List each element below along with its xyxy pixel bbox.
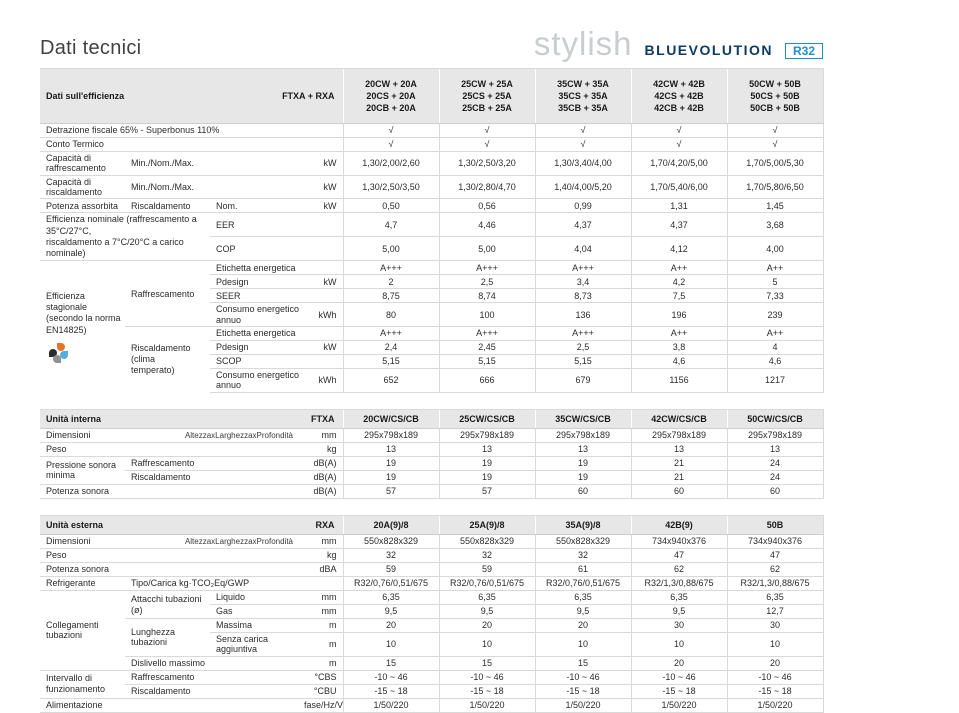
table-row (40, 698, 823, 712)
value-cell: √ (535, 124, 631, 138)
brand-logo (534, 27, 823, 60)
value-cell: 4,37 (631, 213, 727, 237)
unit-label: dBA (303, 563, 343, 577)
value-cell: 1,31 (631, 199, 727, 213)
value-cell: A+++ (535, 327, 631, 341)
value-cell: 13 (343, 442, 439, 456)
value-cell: 1156 (631, 369, 727, 393)
unit-label: kW (303, 341, 343, 355)
section-title: Unità esterna (46, 519, 104, 530)
value-cell: 62 (727, 563, 823, 577)
row-label: Senza carica aggiuntiva (210, 633, 303, 657)
model-column-header: 20CW + 20A 20CS + 20A 20CB + 20A (343, 69, 439, 124)
unit-label: mm (303, 591, 343, 605)
model-column-header: 50B (727, 515, 823, 534)
value-cell: 2,5 (535, 341, 631, 355)
unit-label: dB(A) (303, 484, 343, 498)
value-cell: 4,04 (535, 237, 631, 261)
unit-label: mm (303, 535, 343, 549)
value-cell: 47 (631, 549, 727, 563)
value-cell: 1,30/2,00/2,60 (343, 152, 439, 176)
value-cell: 59 (439, 563, 535, 577)
value-cell: 9,5 (439, 605, 535, 619)
row-label: Min./Nom./Max. (125, 175, 303, 199)
value-cell: 20 (343, 619, 439, 633)
row-label: COP (210, 237, 343, 261)
table-header-row (40, 69, 823, 124)
table-row (40, 563, 823, 577)
product-logo-text: stylish (533, 25, 633, 62)
table-row (40, 261, 823, 275)
value-cell: 0,50 (343, 199, 439, 213)
row-label: Dimensioni (40, 428, 125, 442)
value-cell: -15 ~ 18 (439, 684, 535, 698)
row-label: EER (210, 213, 343, 237)
value-cell: 30 (727, 619, 823, 633)
table-row (40, 577, 823, 591)
model-column-header: 25CW + 25A 25CS + 25A 25CB + 25A (439, 69, 535, 124)
value-cell: 20 (727, 656, 823, 670)
value-cell: 1,45 (727, 199, 823, 213)
value-cell: A++ (727, 327, 823, 341)
seasonal-efficiency-flower-icon (48, 343, 68, 363)
row-label: Riscaldamento (125, 199, 210, 213)
row-label: Riscaldamento (clima temperato) (125, 327, 210, 393)
value-cell: 6,35 (439, 591, 535, 605)
value-cell: √ (631, 124, 727, 138)
table-row (40, 470, 823, 484)
row-label: Potenza assorbita (40, 199, 125, 213)
unit-label: m (303, 619, 343, 633)
value-cell: 1,70/5,00/5,30 (727, 152, 823, 176)
unit-label: mm (303, 428, 343, 442)
row-label: Pdesign (210, 341, 303, 355)
unit-label: dB(A) (303, 456, 343, 470)
table-row (40, 456, 823, 470)
value-cell: 1,70/5,80/6,50 (727, 175, 823, 199)
unit-label: kWh (303, 369, 343, 393)
value-cell: 4 (727, 341, 823, 355)
unit-label: kg (303, 549, 343, 563)
bluevolution-logo-text: BLUEVOLUTION (644, 42, 773, 58)
row-label: Dimensioni (40, 535, 125, 549)
value-cell: 4,00 (727, 237, 823, 261)
value-cell: 24 (727, 470, 823, 484)
value-cell: 666 (439, 369, 535, 393)
value-cell: 1,40/4,00/5,20 (535, 175, 631, 199)
row-label: SEER (210, 289, 343, 303)
outdoor-unit-table (40, 515, 824, 713)
model-column-header: 20CW/CS/CB (343, 409, 439, 428)
value-cell: 5,15 (439, 355, 535, 369)
unit-label: kW (303, 152, 343, 176)
value-cell: 8,75 (343, 289, 439, 303)
value-cell: 21 (631, 470, 727, 484)
model-column-header: 25CW/CS/CB (439, 409, 535, 428)
series-label: FTXA (311, 413, 335, 424)
value-cell: 7,5 (631, 289, 727, 303)
table-row (40, 175, 823, 199)
value-cell: 5 (727, 275, 823, 289)
row-label: Lunghezza tubazioni (125, 619, 210, 657)
value-cell: 2 (343, 275, 439, 289)
model-column-header: 35A(9)/8 (535, 515, 631, 534)
table-row (40, 327, 823, 341)
value-cell: 679 (535, 369, 631, 393)
value-cell: 20 (631, 656, 727, 670)
value-cell: 6,35 (631, 591, 727, 605)
value-cell: A+++ (343, 261, 439, 275)
value-cell: -10 ~ 46 (535, 670, 631, 684)
value-cell: 1/50/220 (343, 698, 439, 712)
value-cell: 32 (439, 549, 535, 563)
row-label: Efficienza nominale (raffrescamento a 35°C/27°C, riscaldamento a 7°C/20°C a carico nominale) (40, 213, 210, 261)
value-cell: 2,4 (343, 341, 439, 355)
value-cell: 13 (439, 442, 535, 456)
value-cell: 9,5 (631, 605, 727, 619)
unit-label: kg (303, 442, 343, 456)
row-label: Tipo/Carica kg·TCO₂Eq/GWP (125, 577, 343, 591)
value-cell: 60 (727, 484, 823, 498)
row-label: Capacità di riscaldamento (40, 175, 125, 199)
value-cell: 295x798x189 (535, 428, 631, 442)
model-column-header: 42CW/CS/CB (631, 409, 727, 428)
row-label: Peso (40, 442, 303, 456)
value-cell: √ (631, 138, 727, 152)
series-label: RXA (315, 519, 335, 530)
unit-label: kW (303, 175, 343, 199)
section-header (40, 69, 343, 124)
value-cell: 295x798x189 (631, 428, 727, 442)
value-cell: 550x828x329 (343, 535, 439, 549)
value-cell: A++ (631, 261, 727, 275)
value-cell: 196 (631, 303, 727, 327)
value-cell: R32/0,76/0,51/675 (343, 577, 439, 591)
value-cell: √ (727, 138, 823, 152)
table-row (40, 656, 823, 670)
value-cell: 19 (439, 456, 535, 470)
value-cell: 295x798x189 (343, 428, 439, 442)
value-cell: 60 (535, 484, 631, 498)
value-cell: 295x798x189 (439, 428, 535, 442)
value-cell: 4,7 (343, 213, 439, 237)
row-label: Refrigerante (40, 577, 125, 591)
section-title: Dati sull'efficienza (46, 90, 125, 101)
row-label: Pdesign (210, 275, 303, 289)
row-label: Riscaldamento (125, 684, 303, 698)
value-cell: 1,30/2,50/3,50 (343, 175, 439, 199)
row-label: Etichetta energetica (210, 261, 343, 275)
table-row (40, 152, 823, 176)
unit-label: fase/Hz/V (303, 698, 343, 712)
value-cell: 9,5 (343, 605, 439, 619)
value-cell: 3,8 (631, 341, 727, 355)
value-cell: 24 (727, 456, 823, 470)
value-cell: 20 (439, 619, 535, 633)
value-cell: A+++ (439, 261, 535, 275)
value-cell: -10 ~ 46 (343, 670, 439, 684)
value-cell: 57 (439, 484, 535, 498)
table-row (40, 670, 823, 684)
value-cell: 295x798x189 (727, 428, 823, 442)
value-cell: 1/50/220 (535, 698, 631, 712)
value-cell: A++ (631, 327, 727, 341)
unit-label: kWh (303, 303, 343, 327)
value-cell: -15 ~ 18 (343, 684, 439, 698)
table-row (40, 442, 823, 456)
value-cell: 19 (343, 456, 439, 470)
model-column-header: 42B(9) (631, 515, 727, 534)
value-cell: 30 (631, 619, 727, 633)
row-label: Liquido (210, 591, 303, 605)
row-label: Raffrescamento (125, 456, 303, 470)
row-label: Peso (40, 549, 303, 563)
row-label: Potenza sonora (40, 563, 303, 577)
value-cell: A+++ (343, 327, 439, 341)
value-cell: 550x828x329 (535, 535, 631, 549)
row-label: SCOP (210, 355, 343, 369)
value-cell: 4,37 (535, 213, 631, 237)
value-cell: √ (439, 138, 535, 152)
value-cell: 8,74 (439, 289, 535, 303)
model-column-header: 35CW/CS/CB (535, 409, 631, 428)
row-label: Intervallo di funzionamento (40, 670, 125, 698)
table-row (40, 591, 823, 605)
value-cell: 19 (535, 470, 631, 484)
table-row (40, 619, 823, 633)
value-cell: 100 (439, 303, 535, 327)
value-cell: 13 (727, 442, 823, 456)
value-cell: 10 (439, 633, 535, 657)
page-title: Dati tecnici (40, 37, 142, 59)
unit-label: °CBU (303, 684, 343, 698)
value-cell: 2,45 (439, 341, 535, 355)
unit-label: dB(A) (303, 470, 343, 484)
unit-label: mm (303, 605, 343, 619)
value-cell: 7,33 (727, 289, 823, 303)
row-label: Massima (210, 619, 303, 633)
row-label: Consumo energetico annuo (210, 369, 303, 393)
value-cell: 5,00 (439, 237, 535, 261)
unit-label: °CBS (303, 670, 343, 684)
value-cell: 9,5 (535, 605, 631, 619)
value-cell: -15 ~ 18 (535, 684, 631, 698)
model-column-header: 50CW/CS/CB (727, 409, 823, 428)
unit-label: kW (303, 199, 343, 213)
row-label: Detrazione fiscale 65% - Superbonus 110% (40, 124, 343, 138)
value-cell: 60 (631, 484, 727, 498)
value-cell: 10 (535, 633, 631, 657)
model-column-header: 50CW + 50B 50CS + 50B 50CB + 50B (727, 69, 823, 124)
value-cell: -15 ~ 18 (727, 684, 823, 698)
value-cell: 6,35 (727, 591, 823, 605)
value-cell: √ (343, 138, 439, 152)
table-header-row (40, 409, 823, 428)
row-label: Potenza sonora (40, 484, 303, 498)
section-title: Unità interna (46, 413, 102, 424)
value-cell: 15 (535, 656, 631, 670)
row-label: Nom. (210, 199, 303, 213)
value-cell: 80 (343, 303, 439, 327)
section-header (40, 409, 343, 428)
value-cell: √ (535, 138, 631, 152)
unit-label: m (303, 633, 343, 657)
value-cell: A+++ (439, 327, 535, 341)
value-cell: 19 (535, 456, 631, 470)
value-cell: 5,15 (343, 355, 439, 369)
value-cell: R32/0,76/0,51/675 (439, 577, 535, 591)
value-cell: 2,5 (439, 275, 535, 289)
value-cell: 1/50/220 (439, 698, 535, 712)
table-row (40, 199, 823, 213)
value-cell: R32/1,3/0,88/675 (727, 577, 823, 591)
value-cell: 5,00 (343, 237, 439, 261)
table-row (40, 484, 823, 498)
value-cell: A+++ (535, 261, 631, 275)
row-label: Consumo energetico annuo (210, 303, 303, 327)
value-cell: 10 (343, 633, 439, 657)
table-row (40, 428, 823, 442)
table-row (40, 549, 823, 563)
value-cell: √ (727, 124, 823, 138)
value-cell: 15 (439, 656, 535, 670)
unit-label: m (303, 656, 343, 670)
value-cell: -15 ~ 18 (631, 684, 727, 698)
value-cell: 13 (631, 442, 727, 456)
value-cell: 47 (727, 549, 823, 563)
value-cell: 1,70/4,20/5,00 (631, 152, 727, 176)
dimension-label: AltezzaxLarghezzaxProfondità (125, 428, 303, 442)
value-cell: 19 (343, 470, 439, 484)
series-label: FTXA + RXA (282, 90, 335, 101)
value-cell: 1217 (727, 369, 823, 393)
value-cell: 0,56 (439, 199, 535, 213)
row-label: Etichetta energetica (210, 327, 343, 341)
value-cell: 4,2 (631, 275, 727, 289)
value-cell: 6,35 (343, 591, 439, 605)
row-label: Min./Nom./Max. (125, 152, 303, 176)
table-row (40, 213, 823, 237)
row-label: Raffrescamento (125, 261, 210, 327)
value-cell: 6,35 (535, 591, 631, 605)
value-cell: 32 (343, 549, 439, 563)
table-header-row (40, 515, 823, 534)
value-cell: 1,30/2,50/3,20 (439, 152, 535, 176)
model-column-header: 25A(9)/8 (439, 515, 535, 534)
section-header (40, 515, 343, 534)
row-label: Collegamenti tubazioni (40, 591, 125, 671)
row-label: Conto Termico (40, 138, 343, 152)
row-label: Alimentazione (40, 698, 303, 712)
value-cell: -10 ~ 46 (631, 670, 727, 684)
table-row (40, 124, 823, 138)
value-cell: √ (439, 124, 535, 138)
value-cell: 652 (343, 369, 439, 393)
value-cell: 239 (727, 303, 823, 327)
row-label: Riscaldamento (125, 470, 303, 484)
value-cell: 10 (727, 633, 823, 657)
value-cell: -10 ~ 46 (727, 670, 823, 684)
value-cell: 3,68 (727, 213, 823, 237)
value-cell: 4,6 (631, 355, 727, 369)
r32-badge: R32 (785, 43, 823, 59)
row-label: Dislivello massimo (125, 656, 303, 670)
model-column-header: 35CW + 35A 35CS + 35A 35CB + 35A (535, 69, 631, 124)
row-label: Efficienza stagionale (secondo la norma EN14825) (40, 261, 125, 392)
row-label: Capacità di raffrescamento (40, 152, 125, 176)
value-cell: 62 (631, 563, 727, 577)
row-label: Gas (210, 605, 303, 619)
efficiency-table (40, 68, 824, 393)
value-cell: 59 (343, 563, 439, 577)
value-cell: 1,30/2,80/4,70 (439, 175, 535, 199)
row-label: Raffrescamento (125, 670, 303, 684)
value-cell: 57 (343, 484, 439, 498)
indoor-unit-table (40, 409, 824, 499)
value-cell: 21 (631, 456, 727, 470)
value-cell: 0,99 (535, 199, 631, 213)
table-row (40, 535, 823, 549)
value-cell: 5,15 (535, 355, 631, 369)
value-cell: 8,73 (535, 289, 631, 303)
row-label: Pressione sonora minima (40, 456, 125, 484)
value-cell: 1,30/3,40/4,00 (535, 152, 631, 176)
table-row (40, 138, 823, 152)
value-cell: 15 (343, 656, 439, 670)
value-cell: 13 (535, 442, 631, 456)
page-header (40, 16, 823, 60)
row-label: Attacchi tubazioni (ø) (125, 591, 210, 619)
value-cell: A++ (727, 261, 823, 275)
value-cell: 20 (535, 619, 631, 633)
model-column-header: 20A(9)/8 (343, 515, 439, 534)
value-cell: R32/1,3/0,88/675 (631, 577, 727, 591)
value-cell: 4,6 (727, 355, 823, 369)
value-cell: 10 (631, 633, 727, 657)
unit-label: kW (303, 275, 343, 289)
value-cell: 734x940x376 (631, 535, 727, 549)
dimension-label: AltezzaxLarghezzaxProfondità (125, 535, 303, 549)
value-cell: -10 ~ 46 (439, 670, 535, 684)
value-cell: 1/50/220 (727, 698, 823, 712)
value-cell: 734x940x376 (727, 535, 823, 549)
value-cell: 1/50/220 (631, 698, 727, 712)
value-cell: 550x828x329 (439, 535, 535, 549)
value-cell: 19 (439, 470, 535, 484)
model-column-header: 42CW + 42B 42CS + 42B 42CB + 42B (631, 69, 727, 124)
value-cell: 136 (535, 303, 631, 327)
value-cell: 32 (535, 549, 631, 563)
value-cell: √ (343, 124, 439, 138)
value-cell: 4,46 (439, 213, 535, 237)
value-cell: 4,12 (631, 237, 727, 261)
value-cell: 3,4 (535, 275, 631, 289)
value-cell: 12,7 (727, 605, 823, 619)
value-cell: 61 (535, 563, 631, 577)
table-row (40, 684, 823, 698)
value-cell: 1,70/5,40/6,00 (631, 175, 727, 199)
value-cell: R32/0,76/0,51/675 (535, 577, 631, 591)
